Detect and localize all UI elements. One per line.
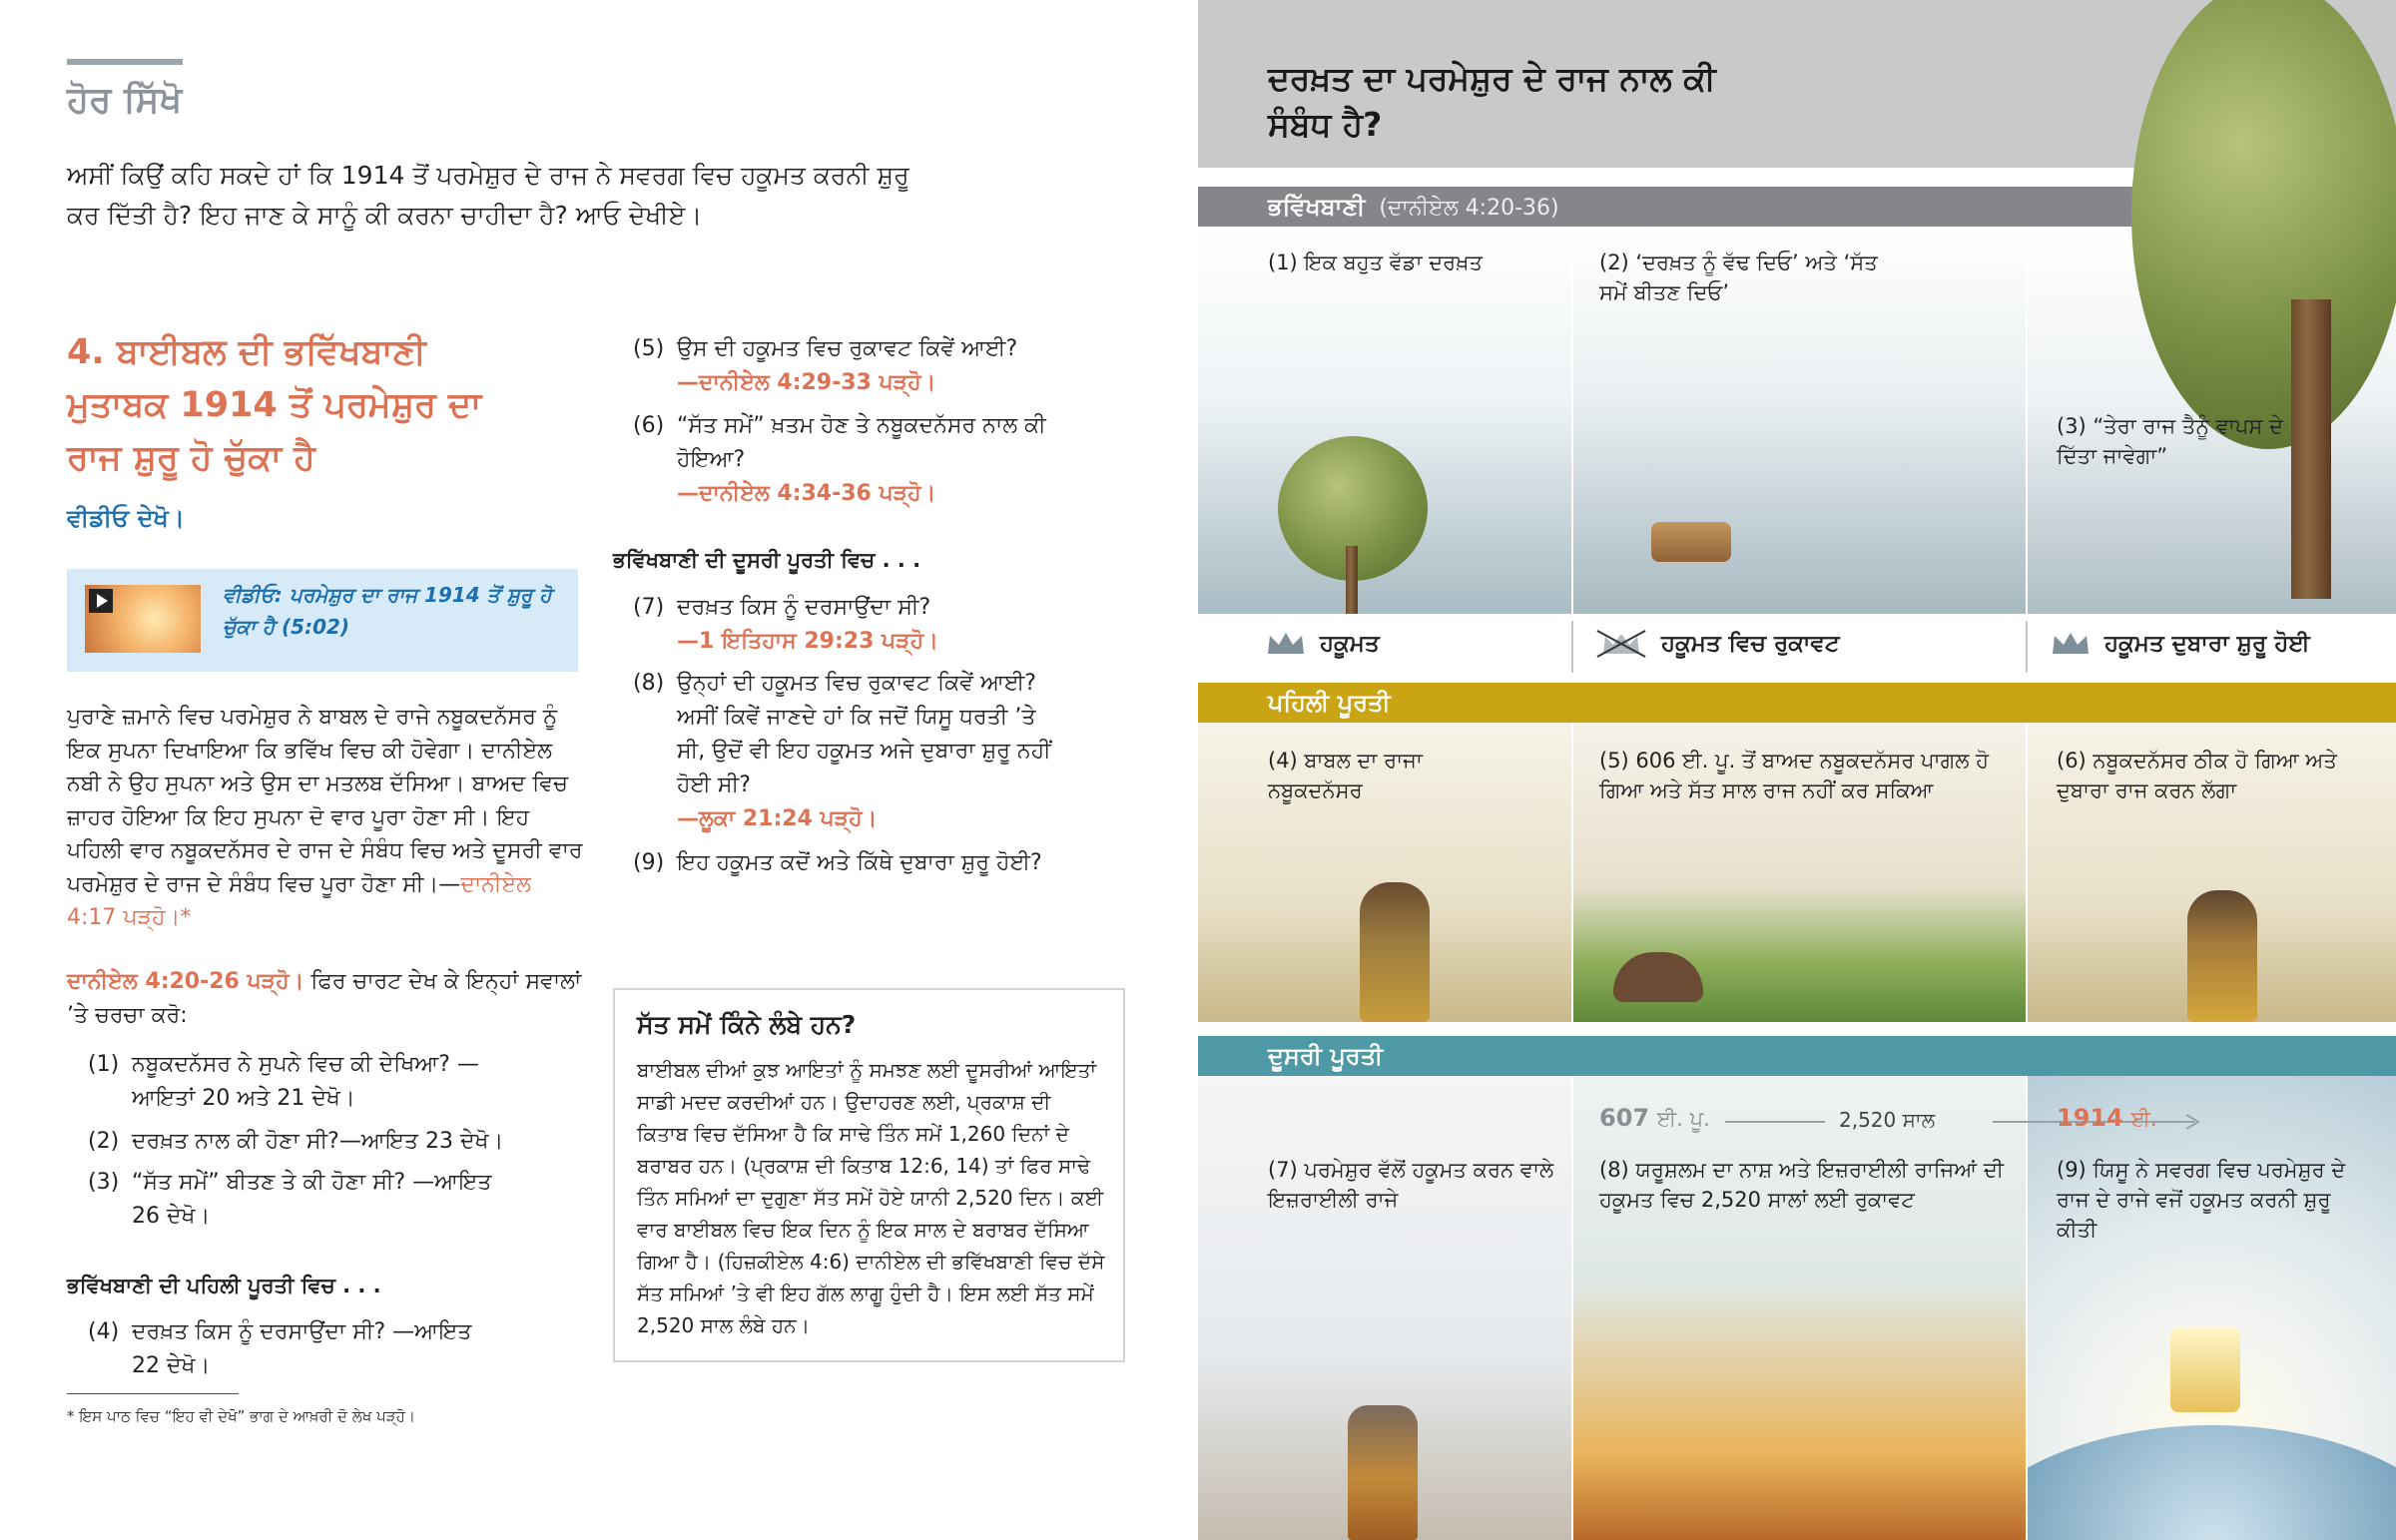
para2-text: ਫਿਰ ਚਾਰਟ ਦੇਖ ਕੇ ਇਨ੍ਹਾਂ ਸਵਾਲਾਂ ’ਤੇ ਚਰਚਾ ਕਰੋ: (67, 969, 582, 1028)
caption-3: (3) “ਤੇਰਾ ਰਾਜ ਤੈਨੂੰ ਵਾਪਸ ਦੇ ਦਿੱਤਾ ਜਾਵੇਗਾ” (2057, 414, 2283, 468)
years-2520-label: 2,520 ਸਾਲ (1839, 1108, 1936, 1132)
question-2-text: ਦਰਖ਼ਤ ਨਾਲ ਕੀ ਹੋਣਾ ਸੀ?—ਆਇਤ 23 ਦੇਖੋ। (132, 1129, 504, 1154)
rule-label-row (1266, 614, 1380, 674)
footnote: * ਇਸ ਪਾਠ ਵਿਚ “ਇਹ ਵੀ ਦੇਖੋ” ਭਾਗ ਦੇ ਆਖ਼ਰੀ ਦੋ ਲੇਖ ਪੜ੍ਹੋ। (67, 1407, 415, 1425)
chart-page (1198, 0, 2396, 1540)
para2-scripture-link[interactable]: ਦਾਨੀਏਲ 4:20-26 ਪੜ੍ਹੋ। (67, 969, 304, 994)
panel-big-tree (1198, 227, 1571, 614)
king-image (1360, 882, 1430, 1022)
panel-israelite-kings (1198, 1076, 1571, 1540)
watch-video-link[interactable]: ਵੀਡੀਓ ਦੇਖੋ। (67, 504, 185, 532)
caption-9: (9) ਯਿਸੂ ਨੇ ਸਵਰਗ ਵਿਚ ਪਰਮੇਸ਼ੁਰ ਦੇ ਰਾਜ ਦੇ ਰਾਜੇ ਵਜੋਂ ਹਕੂਮਤ ਕਰਨੀ ਸ਼ੁਰੂ ਕੀਤੀ (2057, 1158, 2346, 1242)
play-icon[interactable] (89, 589, 113, 613)
question-3-text: “ਸੱਤ ਸਮੇਂ” ਬੀਤਣ ਤੇ ਕੀ ਹੋਣਾ ਸੀ? —ਆਇਤ 26 ਦੇਖੋ। (132, 1170, 492, 1229)
earth-image (2028, 1425, 2396, 1540)
second-fulfillment-bar: ਦੂਸਰੀ ਪੂਰਤੀ (1198, 1036, 2396, 1076)
question-5-scripture-link[interactable]: —ਦਾਨੀਏਲ 4:29-33 ਪੜ੍ਹੋ। (677, 370, 936, 395)
box-title: ਸੱਤ ਸਮੇਂ ਕਿੰਨੇ ਲੰਬੇ ਹਨ? (637, 1010, 857, 1039)
question-9-text: ਇਹ ਹਕੂਮਤ ਕਦੋਂ ਅਤੇ ਕਿੱਥੇ ਦੁਬਾਰਾ ਸ਼ੁਰੂ ਹੋਈ? (677, 850, 1042, 875)
question-5-text: ਉਸ ਦੀ ਹਕੂਮਤ ਵਿਚ ਰੁਕਾਵਟ ਕਿਵੇਂ ਆਈ? (677, 336, 1018, 361)
caption-8: (8) ਯਰੂਸ਼ਲਮ ਦਾ ਨਾਸ਼ ਅਤੇ ਇਜ਼ਰਾਈਲੀ ਰਾਜਿਆਂ ਦੀ ਹਕੂਮਤ ਵਿਚ 2,520 ਸਾਲਾਂ ਲਈ ਰੁਕਾਵਟ (1599, 1158, 2005, 1212)
chart-title: ਦਰਖ਼ਤ ਦਾ ਪਰਮੇਸ਼ੁਰ ਦੇ ਰਾਜ ਨਾਲ ਕੀ ਸੰਬੰਧ ਹੈ? (1268, 59, 1716, 144)
question-7: (7) ਦਰਖ਼ਤ ਕਿਸ ਨੂੰ ਦਰਸਾਉਂਦਾ ਸੀ? —1 ਇਤਿਹਾਸ 29:23 ਪੜ੍ਹੋ। (633, 591, 1102, 659)
question-8-text: ਉਨ੍ਹਾਂ ਦੀ ਹਕੂਮਤ ਵਿਚ ਰੁਕਾਵਟ ਕਿਵੇਂ ਆਈ? ਅਸੀਂ ਕਿਵੇਂ ਜਾਣਦੇ ਹਾਂ ਕਿ ਜਦੋਂ ਯਿਸੂ ਧਰਤੀ ’ਤੇ ਸੀ, ਉਦੋਂ ਵੀ ਇਹ ਹਕੂਮਤ ਅਜੇ ਦੁਬਾਰਾ ਸ਼ੁਰੂ ਨਹੀਂ ਹੋਈ ਸੀ? (677, 671, 1051, 797)
king-on-throne-image (1348, 1405, 1418, 1540)
year-607-label: 607 ਈ. ਪੂ. (1599, 1104, 1710, 1132)
interrupted-label: ਹਕੂਮਤ ਵਿਚ ਰੁਕਾਵਟ (1661, 631, 1840, 657)
question-4: (4) ਦਰਖ਼ਤ ਕਿਸ ਨੂੰ ਦਰਸਾਉਂਦਾ ਸੀ? —ਆਇਤ 22 ਦੇਖੋ। (88, 1315, 487, 1383)
learn-more-heading: ਹੋਰ ਸਿੱਖੋ (67, 80, 183, 121)
first-fulfillment-heading: ਭਵਿੱਖਬਾਣੀ ਦੀ ਪਹਿਲੀ ਪੂਰਤੀ ਵਿਚ . . . (67, 1274, 381, 1297)
question-8-scripture-link[interactable]: —ਲੂਕਾ 21:24 ਪੜ੍ਹੋ। (677, 806, 878, 831)
question-6: (6) “ਸੱਤ ਸਮੇਂ” ਖ਼ਤਮ ਹੋਣ ਤੇ ਨਬੂਕਦਨੱਸਰ ਨਾਲ ਕੀ ਹੋਇਆ? —ਦਾਨੀਏਲ 4:34-36 ਪੜ੍ਹੋ। (633, 409, 1052, 511)
mad-king-image (1613, 952, 1703, 1002)
crown-icon (1266, 630, 1306, 658)
question-6-scripture-link[interactable]: —ਦਾਨੀਏਲ 4:34-36 ਪੜ੍ਹੋ। (677, 481, 936, 506)
body-paragraph-1 (67, 701, 586, 935)
box-body: ਬਾਈਬਲ ਦੀਆਂ ਕੁਝ ਆਇਤਾਂ ਨੂੰ ਸਮਝਣ ਲਈ ਦੂਸਰੀਆਂ ਆਇਤਾਂ ਸਾਡੀ ਮਦਦ ਕਰਦੀਆਂ ਹਨ। ਉਦਾਹਰਣ ਲਈ, ਪ੍ਰਕਾਸ਼ ਦੀ ਕਿਤਾਬ ਵਿਚ ਦੱਸਿਆ ਹੈ ਕਿ ਸਾਢੇ ਤਿੰਨ ਸਮੇਂ 1,260 ਦਿਨਾਂ ਦੇ ਬਰਾਬਰ ਹਨ। (ਪ੍ਰਕਾਸ਼ ਦੀ ਕਿਤਾਬ 12:6, 14) ਤਾਂ ਫਿਰ ਸਾਢੇ ਤਿੰਨ ਸਮਿਆਂ ਦਾ ਦੁਗੁਣਾ ਸੱਤ ਸਮੇਂ ਹੋਏ ਯਾਨੀ 2,520 ਦਿਨ। ਕਈ ਵਾਰ ਬਾਈਬਲ ਵਿਚ ਇਕ ਦਿਨ ਨੂੰ ਇਕ ਸਾਲ ਦੇ ਬਰਾਬਰ ਦੱਸਿਆ ਗਿਆ ਹੈ। (ਹਿਜ਼ਕੀਏਲ 4:6) ਦਾਨੀਏਲ ਦੀ ਭਵਿੱਖਬਾਣੀ ਵਿਚ ਦੱਸੇ ਸੱਤ ਸਮਿਆਂ ’ਤੇ ਵੀ ਇਹ ਗੱਲ ਲਾਗੂ ਹੁੰਦੀ ਹੈ। ਇਸ ਲਈ ਸੱਤ ਸਮੇਂ 2,520 ਸਾਲ ਲੰਬੇ ਹਨ। (637, 1058, 1105, 1337)
section-rule (67, 59, 183, 65)
question-1: (1) ਨਬੂਕਦਨੱਸਰ ਨੇ ਸੁਪਨੇ ਵਿਚ ਕੀ ਦੇਖਿਆ? —ਆਇਤਾਂ 20 ਅਤੇ 21 ਦੇਖੋ। (88, 1048, 517, 1116)
question-6-text: “ਸੱਤ ਸਮੇਂ” ਖ਼ਤਮ ਹੋਣ ਤੇ ਨਬੂਕਦਨੱਸਰ ਨਾਲ ਕੀ ਹੋਇਆ? (677, 413, 1046, 472)
video-thumbnail[interactable] (85, 585, 201, 653)
video-title[interactable]: ਵੀਡੀਓ: ਪਰਮੇਸ਼ੁਰ ਦਾ ਰਾਜ 1914 ਤੋਂ ਸ਼ੁਰੂ ਹੋ ਚੁੱਕਾ ਹੈ (5:02) (223, 583, 552, 639)
section-title: 4. ਬਾਈਬਲ ਦੀ ਭਵਿੱਖਬਾਣੀ ਮੁਤਾਬਕ 1914 ਤੋਂ ਪਰਮੇਸ਼ੁਰ ਦਾ ਰਾਜ ਸ਼ੁਰੂ ਹੋ ਚੁੱਕਾ ਹੈ (67, 332, 482, 478)
stump-image (1651, 522, 1731, 562)
question-7-scripture-link[interactable]: —1 ਇਤਿਹਾਸ 29:23 ਪੜ੍ਹੋ। (677, 629, 938, 654)
panel-heavenly-kingdom (2028, 1076, 2396, 1540)
body-paragraph-2 (67, 965, 586, 1033)
crown-icon (2051, 630, 2091, 658)
throne-image (2170, 1327, 2240, 1412)
restored-label: ਹਕੂਮਤ ਦੁਬਾਰਾ ਸ਼ੁਰੂ ਹੋਈ (2104, 631, 2310, 657)
caption-7: (7) ਪਰਮੇਸ਼ੁਰ ਵੱਲੋਂ ਹਕੂਮਤ ਕਰਨ ਵਾਲੇ ਇਜ਼ਰਾਈਲੀ ਰਾਜੇ (1268, 1158, 1554, 1212)
question-9: (9) ਇਹ ਹਕੂਮਤ ਕਦੋਂ ਅਤੇ ਕਿੱਥੇ ਦੁਬਾਰਾ ਸ਼ੁਰੂ ਹੋਈ? (633, 846, 1112, 880)
question-1-text: ਨਬੂਕਦਨੱਸਰ ਨੇ ਸੁਪਨੇ ਵਿਚ ਕੀ ਦੇਖਿਆ? —ਆਇਤਾਂ 20 ਅਤੇ 21 ਦੇਖੋ। (132, 1052, 479, 1111)
rule-label: ਹਕੂਮਤ (1320, 631, 1380, 657)
para1-scripture-link[interactable]: ਦਾਨੀਏਲ 4:17 ਪੜ੍ਹੋ।* (67, 871, 531, 930)
crossed-crown-icon (1595, 629, 1647, 659)
caption-2: (2) ‘ਦਰਖ਼ਤ ਨੂੰ ਵੱਢ ਦਿਓ’ ਅਤੇ ‘ਸੱਤ ਸਮੇਂ ਬੀਤਣ ਦਿਓ’ (1599, 251, 1878, 304)
para1-text: ਪੁਰਾਣੇ ਜ਼ਮਾਨੇ ਵਿਚ ਪਰਮੇਸ਼ੁਰ ਨੇ ਬਾਬਲ ਦੇ ਰਾਜੇ ਨਬੂਕਦਨੱਸਰ ਨੂੰ ਇਕ ਸੁਪਨਾ ਦਿਖਾਇਆ ਕਿ ਭਵਿੱਖ ਵਿਚ ਕੀ ਹੋਵੇਗਾ। ਦਾਨੀਏਲ ਨਬੀ ਨੇ ਉਹ ਸੁਪਨਾ ਅਤੇ ਉਸ ਦਾ ਮਤਲਬ ਦੱਸਿਆ। ਬਾਅਦ ਵਿਚ ਜ਼ਾਹਰ ਹੋਇਆ ਕਿ ਇਹ ਸੁਪਨਾ ਦੋ ਵਾਰ ਪੂਰਾ ਹੋਣਾ ਸੀ। ਇਹ ਪਹਿਲੀ ਵਾਰ ਨਬੂਕਦਨੱਸਰ ਦੇ ਰਾਜ ਦੇ ਸੰਬੰਧ ਵਿਚ ਅਤੇ ਦੂਸਰੀ ਵਾਰ ਪਰਮੇਸ਼ੁਰ ਦੇ ਰਾਜ ਦੇ ਸੰਬੰਧ ਵਿਚ ਪੂਰਾ ਹੋਣਾ ਸੀ।— (67, 705, 583, 897)
question-5: (5) ਉਸ ਦੀ ਹਕੂਮਤ ਵਿਚ ਰੁਕਾਵਟ ਕਿਵੇਂ ਆਈ? —ਦਾਨੀਏਲ 4:29-33 ਪੜ੍ਹੋ। (633, 332, 1102, 400)
interrupted-label-row (1595, 614, 1840, 674)
second-fulfillment-heading: ਭਵਿੱਖਬਾਣੀ ਦੀ ਦੂਸਰੀ ਪੂਰਤੀ ਵਿਚ . . . (613, 548, 921, 572)
video-card[interactable] (67, 569, 578, 672)
question-2: (2) ਦਰਖ਼ਤ ਨਾਲ ਕੀ ਹੋਣਾ ਸੀ?—ਆਇਤ 23 ਦੇਖੋ। (88, 1125, 547, 1159)
question-8: (8) ਉਨ੍ਹਾਂ ਦੀ ਹਕੂਮਤ ਵਿਚ ਰੁਕਾਵਟ ਕਿਵੇਂ ਆਈ? ਅਸੀਂ ਕਿਵੇਂ ਜਾਣਦੇ ਹਾਂ ਕਿ ਜਦੋਂ ਯਿਸੂ ਧਰਤੀ ’ਤੇ ਸੀ, ਉਦੋਂ ਵੀ ਇਹ ਹਕੂਮਤ ਅਜੇ ਦੁਬਾਰਾ ਸ਼ੁਰੂ ਨਹੀਂ ਹੋਈ ਸੀ? —ਲੂਕਾ 21:24 ਪੜ੍ਹੋ। (633, 667, 1062, 836)
prophecy-reference: (ਦਾਨੀਏਲ 4:20-36) (1379, 196, 1559, 221)
question-4-text: ਦਰਖ਼ਤ ਕਿਸ ਨੂੰ ਦਰਸਾਉਂਦਾ ਸੀ? —ਆਇਤ 22 ਦੇਖੋ। (132, 1319, 472, 1378)
first-fulfillment-bar: ਪਹਿਲੀ ਪੂਰਤੀ (1198, 683, 2396, 723)
seven-times-box (613, 988, 1125, 1362)
restored-label-row (2051, 614, 2310, 674)
question-3: (3) “ਸੱਤ ਸਮੇਂ” ਬੀਤਣ ਤੇ ਕੀ ਹੋਣਾ ਸੀ? —ਆਇਤ 26 ਦੇਖੋ। (88, 1166, 517, 1234)
caption-4: (4) ਬਾਬਲ ਦਾ ਰਾਜਾ ਨਬੂਕਦਨੱਸਰ (1268, 749, 1423, 802)
restored-king-image (2187, 890, 2257, 1022)
year-1914-label: 1914 ਈ. (2057, 1104, 2157, 1132)
caption-6: (6) ਨਬੂਕਦਨੱਸਰ ਠੀਕ ਹੋ ਗਿਆ ਅਤੇ ਦੁਬਾਰਾ ਰਾਜ ਕਰਨ ਲੱਗਾ (2057, 749, 2337, 802)
prophecy-label: ਭਵਿੱਖਬਾਣੀ (1268, 193, 1366, 221)
footnote-divider (67, 1393, 239, 1394)
caption-1: (1) ਇਕ ਬਹੁਤ ਵੱਡਾ ਦਰਖ਼ਤ (1268, 251, 1483, 274)
question-7-text: ਦਰਖ਼ਤ ਕਿਸ ਨੂੰ ਦਰਸਾਉਂਦਾ ਸੀ? (677, 595, 931, 620)
panel-jerusalem-destroyed (1573, 1076, 2026, 1540)
caption-5: (5) 606 ਈ. ਪੂ. ਤੋਂ ਬਾਅਦ ਨਬੂਕਦਨੱਸਰ ਪਾਗਲ ਹੋ ਗਿਆ ਅਤੇ ਸੱਤ ਸਾਲ ਰਾਜ ਨਹੀਂ ਕਰ ਸਕਿਆ (1599, 749, 1989, 802)
intro-paragraph: ਅਸੀਂ ਕਿਉਂ ਕਹਿ ਸਕਦੇ ਹਾਂ ਕਿ 1914 ਤੋਂ ਪਰਮੇਸ਼ੁਰ ਦੇ ਰਾਜ ਨੇ ਸਵਰਗ ਵਿਚ ਹਕੂਮਤ ਕਰਨੀ ਸ਼ੁਰੂ ਕਰ ਦਿੱਤੀ ਹੈ? ਇਹ ਜਾਣ ਕੇ ਸਾਨੂੰ ਕੀ ਕਰਨਾ ਚਾਹੀਦਾ ਹੈ? ਆਓ ਦੇਖੀਏ। (67, 161, 909, 230)
